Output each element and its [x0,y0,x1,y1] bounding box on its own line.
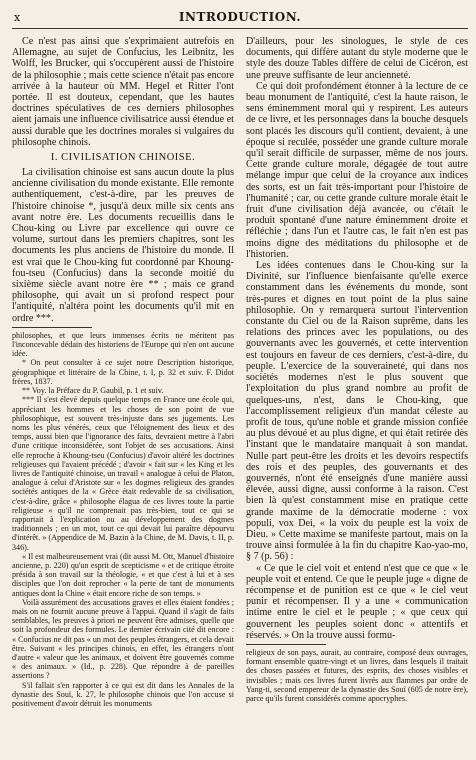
footnote-rule [12,327,92,328]
running-title: INTRODUCTION. [178,10,302,24]
footnote-4: « Il est malheureusement vrai (dit aussi M. Ott, Manuel d'histoire ancienne, p. 220) qu'un esprit de scepticisme « et de critique étroite présida à son travail sur la théologie, « et que c'est à lui et à ses disciples que l'on doit reprocher « la perte de tant de monuments antiques dont la Chine « était encore riche de son temps. » [12,551,234,598]
left-column [12,36,234,752]
two-column-body [12,36,468,752]
section-heading: I. CIVILISATION CHINOISE. [50,152,196,164]
right-paragraph-2: Ce qui doit profondément étonner à la lecture de ce beau monument de l'antiquité, c'est la haute raison, le sens éminemment moral qui y respirent. Les auteurs de ce livre, et les personnages dans la bouche desquels sont placés les discours qu'il contient, devaient, à une époque si reculée, posséder une grande culture morale qu'il serait difficile de surpasser, même de nos jours. Cette grande culture morale, dégagée de tout autre mélange impur que celui de la croyance aux indices des sorts, est un fait très-important pour l'histoire de l'humanité ; car, ou cette grande culture morale était le fruit d'une civilisation déjà avancée, ou c'était le produit spontané d'une nature éminemment droite et réfléchie ; dans l'un et l'autre cas, le fait n'en est pas moins digne des méditations du philosophe et de l'historien. [246,80,468,260]
book-page [12,10,468,752]
footnote-1: * On peut consulter à ce sujet notre Description historique, géographique et littéraire de la Chine, t. I, p. 32 et suiv. F. Didot frères, 1837. [12,358,234,386]
footnote-3: *** Il s'est élevé depuis quelque temps en France une école qui, appréciant les hommes et les choses de son point de vue philosophique, est souvent très-injuste dans ses jugements. Les noms les plus vénérés, ceux que l'éloignement des lieux et des temps, aussi bien que l'ignorance des faits, devraient mettre à l'abri d'une critique inconsidérée, sont l'objet de ses accusations. Ainsi elle reproche à Khoung-tseu (Confucius) d'avoir altéré les doctrines religieuses qui l'avaient précédé ; d'avoir « fait sur « les King et les livres de l'antiquité chinoise, un travail « analogue à celui de Platon, analogue à celui d'Aristote sur « les dogmes religieux des grandes sociétés antiques de la « Grèce était redevable de sa civilisation, c'est-à-dire, grâce « philosophe élagua de ces livres toute la partie religieuse « qu'il ne comprenait pas très-bien, tout ce qui se rapportait à l'explication ou au développement des dogmes traditionnels ; en un mot, tout ce qui devait lui paraître dépourvu d'intérêt. » (Appendice de M. Bazin à la Chine, de M. Davis, t. II, p. 346). [12,395,234,552]
page-number: x [14,11,21,24]
footnote-rule-right [246,644,326,645]
page-header [12,10,468,29]
footnote-5: Voilà assurément des accusations graves et elles étaient fondées ; mais on ne fournit aucune preuve à l'appui. Quand il s'agit de faits semblables, les preuves à priori ne peuvent être admises, quelle que soit la profondeur des formules. Le dernier écrivain cité dit encore : « Confucius ne dit pas « un mot des peuples étrangers, et cela devait être. Suivant « les principes chinois, en effet, les étrangers n'ont d'autre « valeur que les animaux, et doivent être gouvernés comme « des animaux. » (Id., p. 228). Que répondre à de pareilles assertions ? [12,597,234,681]
footnote-6: S'il fallait s'en rapporter à ce qui est dit dans les Annales de la dynastie des Souï, k. 27, le philosophe chinois que l'on accuse si positivement d'avoir détruit les monuments [12,680,234,708]
left-paragraph-1: Ce n'est pas ainsi que s'exprimaient autrefois en Allemagne, au sujet de Confucius, les Leibnitz, les Wolff, les Brucker, qui s'occupèrent aussi de l'histoire de la philosophie ; mais cette science n'était pas encore arrivée à la hauteur où MM. Hegel et Ritter l'ont portée. Il est douteux, cependant, que les hautes doctrines spéculatives de ces derniers philosophes aient jamais une influence civilisatrice aussi étendue et aussi durable que les doctrines morales si vulgaires du philosophe chinois. [12,36,234,148]
left-paragraph-2: La civilisation chinoise est sans aucun doute la plus ancienne civilisation du monde existante. Elle remonte authentiquement, c'est-à-dire, par les preuves de l'histoire chinoise *, jusqu'à deux mille six cents ans avant notre ère. Les documents recueillis dans le Chou-king ou Livre par excellence qui ouvre ce volume, surtout dans les premiers chapitres, sont les documents les plus anciens de l'histoire du monde. Il est vrai que le Chou-king fut coordonné par Khoung-fou-tseu (Confucius) dans la seconde moitié du sixième siècle avant notre ère ** ; mais ce grand philosophe, qui avait un si profond respect pour l'antiquité, n'altéra point les documents qu'il mit en ordre ***. [12,167,234,324]
footnote-continued: philosophes, et que leurs immenses écrits ne méritent pas l'inconcevable dédain des historiens de l'Europe qui n'en ont aucune idée. [12,330,234,359]
right-paragraph-1: D'ailleurs, pour les sinologues, le style de ces documents, qui diffère autant du style moderne que le style des douze Tables diffère de celui de Cicéron, est une preuve suffisante de leur ancienneté. [246,36,468,81]
right-column [246,36,468,752]
block-quote: « Ce que le ciel voit et entend n'est que ce que « le peuple voit et entend. Ce que le peuple juge « digne de récompense et de punition est ce que « le ciel veut punir et récompenser. Il y a une « communication intime entre le ciel et le peuple ; « que ceux qui gouvernent les peuples soient donc « attentifs et réservés. » On la trouve aussi formu- [246,562,468,641]
footnote-continued-right: religieux de son pays, aurait, au contraire, composé deux ouvrages, formant ensemble quatre-vingt et un livres, dans lesquels il traitait des choses passées et futures, des esprits, des choses visibles et invisibles ; mais ces livres furent livrés aux flammes par ordre de Yang-ti, second empereur de la dynastie des Souï (605 de notre ère), parce qu'ils furent considérés comme apocryphes. [246,647,468,703]
right-paragraph-3: Les idées contenues dans le Chou-king sur la Divinité, sur l'influence bienfaisante qu'elle exerce constamment dans les événements du monde, sont très-pures et dignes en tout point de la plus saine philosophie. On y remarquera surtout l'intervention constante du Ciel ou de la Raison suprême, dans les relations des princes avec les populations, ou des gouvernants avec les gouvernés, et cette intervention est toujours en faveur de ces derniers, c'est-à-dire, du peuple. L'exercice de la souveraineté, qui dans nos sociétés modernes n'est le plus souvent que l'exploitation du plus grand nombre au profit de quelques-uns, n'est, dans le Chou-king, que l'accomplissement religieux d'un mandat céleste au profit de tous, qu'une noble et grande mission confiée au plus dévoué et au plus digne, et qui était retirée dès l'instant que le mandataire manquait à son mandat. Nulle part peut-être les droits et les devoirs respectifs des rois et des peuples, des gouvernants et des gouvernés, n'ont été enseignés d'une manière aussi élevée, aussi digne, aussi conforme à la raison. C'est bien là qu'est constamment mise en pratique cette grande maxime de la démocratie moderne : vox populi, vox Dei, « la voix du peuple est la voix de Dieu. » Cette maxime se manifeste partout, mais on la trouve ainsi formulée à la fin du chapitre Kao-yao-mo, § 7 (p. 56) : [246,260,468,563]
footnote-2: ** Voy. la Préface du P. Gaubil, p. 1 et suiv. [22,386,164,396]
